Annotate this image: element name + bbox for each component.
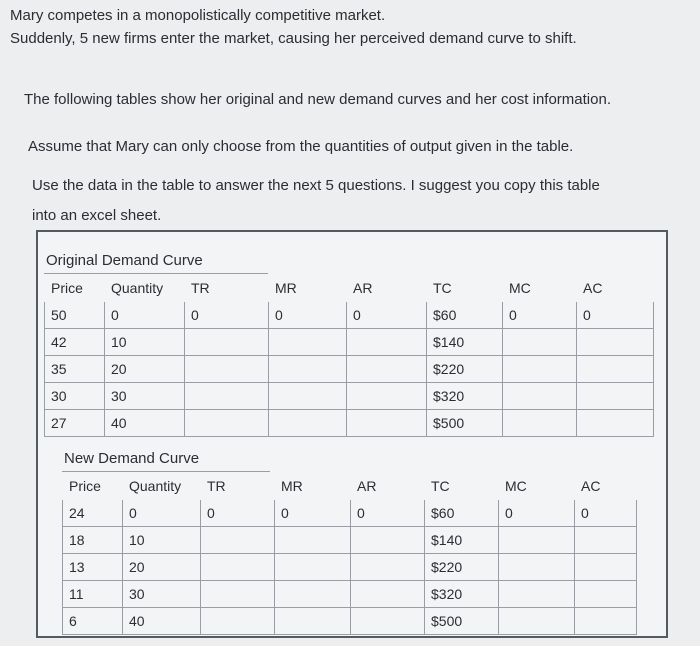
original-demand-title: Original Demand Curve [46,252,203,269]
intro-line-1: Mary competes in a monopolistically competitive market. [10,7,386,24]
cell-quantity: 30 [123,581,201,608]
cell-mr [275,608,351,635]
cell-tc: $500 [425,608,499,635]
cell-ac [575,581,637,608]
cell-quantity: 10 [105,329,185,356]
cell-price: 42 [45,329,105,356]
cell-mc [499,527,575,554]
intro-line-2: Suddenly, 5 new firms enter the market, causing her perceived demand curve to shift. [10,30,577,47]
cell-tc: $500 [427,410,503,437]
new-demand-table [62,472,637,635]
table-row [45,410,654,437]
cell-tr [185,329,269,356]
cell-tc: $320 [427,383,503,410]
cell-tr [201,554,275,581]
cell-ac [575,608,637,635]
cell-price: 11 [63,581,123,608]
cell-tc: $60 [425,500,499,527]
new-header-mc: MC [505,478,527,494]
original-header-price: Price [51,280,83,296]
demand-cost-table [36,230,668,638]
cell-ac [577,410,654,437]
cell-price: 13 [63,554,123,581]
cell-ar [351,554,425,581]
cell-mc [503,410,577,437]
cell-mr: 0 [275,500,351,527]
table-row [45,356,654,383]
cell-quantity: 30 [105,383,185,410]
cell-mc: 0 [499,500,575,527]
cell-tc: $140 [425,527,499,554]
cell-ar: 0 [347,302,427,329]
cell-quantity: 20 [123,554,201,581]
cell-tr [201,581,275,608]
new-header-tr: TR [207,478,226,494]
cell-ac [577,356,654,383]
cell-quantity: 0 [105,302,185,329]
cell-mc [503,329,577,356]
cell-tc: $220 [425,554,499,581]
new-header-tc: TC [431,478,450,494]
cell-quantity: 20 [105,356,185,383]
cell-ac: 0 [577,302,654,329]
original-header-mc: MC [509,280,531,296]
cell-mc [499,554,575,581]
cell-ar [351,608,425,635]
cell-price: 30 [45,383,105,410]
cell-ac [577,329,654,356]
cell-ac [577,383,654,410]
new-header-quantity: Quantity [129,478,182,494]
original-demand-table [44,274,654,437]
cell-tr: 0 [185,302,269,329]
table-row [63,500,637,527]
original-header-tc: TC [433,280,452,296]
cell-mc: 0 [503,302,577,329]
new-header-mr: MR [281,478,303,494]
cell-quantity: 40 [105,410,185,437]
original-header-mr: MR [275,280,297,296]
cell-mc [503,383,577,410]
original-header-ac: AC [583,280,603,296]
original-header-quantity: Quantity [111,280,164,296]
new-header-ac: AC [581,478,601,494]
cell-mr [275,554,351,581]
cell-ac: 0 [575,500,637,527]
cell-ac [575,527,637,554]
cell-mr [275,527,351,554]
cell-quantity: 0 [123,500,201,527]
cell-tc: $140 [427,329,503,356]
cell-tr [201,608,275,635]
cell-quantity: 40 [123,608,201,635]
cell-tr [185,410,269,437]
original-header-tr: TR [191,280,210,296]
cell-mc [499,608,575,635]
new-demand-title: New Demand Curve [64,450,200,467]
cell-mr: 0 [269,302,347,329]
new-header-row [63,473,637,500]
intro-line-3: The following tables show her original and new demand curves and her cost information. [24,91,611,108]
original-header-ar: AR [353,280,373,296]
cell-tc: $220 [427,356,503,383]
cell-mr [269,356,347,383]
cell-tr [185,383,269,410]
cell-ar [351,581,425,608]
table-row [63,581,637,608]
table-row [45,383,654,410]
new-header-price: Price [69,478,101,494]
cell-mc [499,581,575,608]
cell-ar: 0 [351,500,425,527]
cell-ar [347,329,427,356]
cell-price: 6 [63,608,123,635]
cell-tr [201,527,275,554]
cell-price: 24 [63,500,123,527]
table-row [63,608,637,635]
cell-ar [347,410,427,437]
table-row [63,527,637,554]
cell-tc: $60 [427,302,503,329]
cell-price: 50 [45,302,105,329]
cell-ar [347,383,427,410]
intro-line-4: Assume that Mary can only choose from the quantities of output given in the table. [28,138,574,155]
intro-line-5: Use the data in the table to answer the next 5 questions. I suggest you copy this table [32,177,600,194]
cell-ar [351,527,425,554]
table-row [63,554,637,581]
intro-line-6: into an excel sheet. [32,207,162,224]
cell-mr [269,410,347,437]
cell-ac [575,554,637,581]
cell-tr [185,356,269,383]
table-row [45,302,654,329]
table-row [45,329,654,356]
cell-tc: $320 [425,581,499,608]
cell-quantity: 10 [123,527,201,554]
cell-mr [275,581,351,608]
cell-price: 18 [63,527,123,554]
cell-mr [269,329,347,356]
cell-price: 35 [45,356,105,383]
new-header-ar: AR [357,478,377,494]
cell-tr: 0 [201,500,275,527]
cell-price: 27 [45,410,105,437]
original-header-row [45,275,654,302]
cell-ar [347,356,427,383]
cell-mr [269,383,347,410]
cell-mc [503,356,577,383]
